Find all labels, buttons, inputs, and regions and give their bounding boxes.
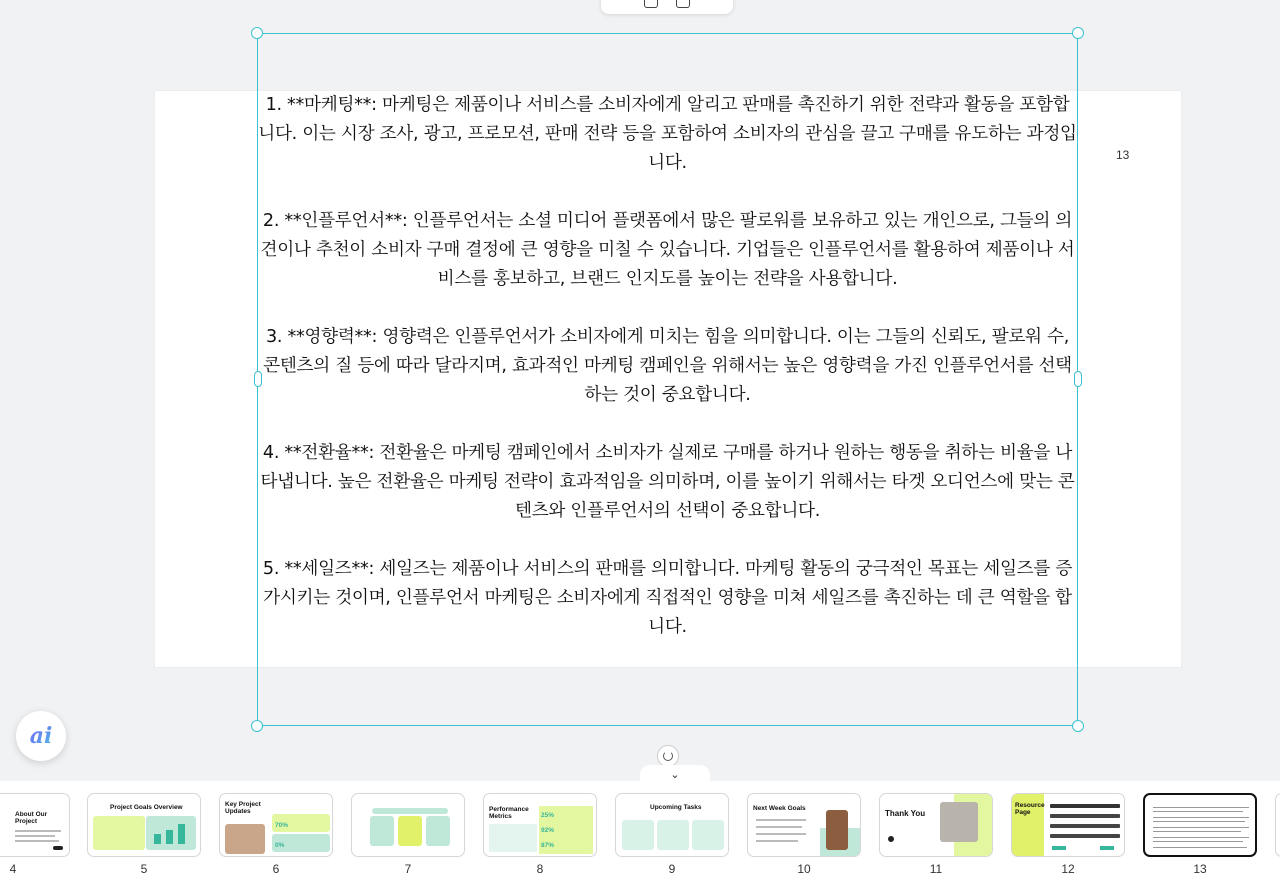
- slide-thumbnail-7[interactable]: [351, 793, 465, 857]
- slide-text-body[interactable]: [258, 91, 1077, 671]
- resize-handle-top-left[interactable]: [251, 27, 263, 39]
- thumb-number: 5: [140, 862, 148, 875]
- toolbar-icon-1[interactable]: [644, 0, 658, 8]
- slide-thumbnail-4[interactable]: [0, 793, 70, 857]
- resize-handle-top-right[interactable]: [1072, 27, 1084, 39]
- thumb-number: 8: [536, 862, 544, 875]
- resize-handle-bottom-right[interactable]: [1072, 720, 1084, 732]
- floating-toolbar[interactable]: [601, 0, 733, 14]
- paragraph-influence: 3. **영향력**: 영향력은 인플루언서가 소비자에게 미치는 힘을 의미합니다. 이는 그들의 신뢰도, 팔로워 수, 콘텐츠의 질 등에 따라 달라지며, 효과적인 마케팅 캠페인을 위해서는 높은 영향력을 가진 인플루언서를 선택하는 것이 중요합니다.: [263, 327, 1072, 405]
- resize-handle-bottom-left[interactable]: [251, 720, 263, 732]
- slide-page-number: 13: [1116, 148, 1130, 162]
- ai-assistant-button[interactable]: [16, 711, 66, 761]
- slide-thumbnail-5[interactable]: [87, 793, 201, 857]
- slide-thumbnail-10[interactable]: [747, 793, 861, 857]
- thumb-stat: 70%: [275, 822, 289, 829]
- thumb-title: Performance Metrics: [489, 806, 529, 820]
- rotate-handle[interactable]: [657, 745, 679, 767]
- thumb-title: Resource Page: [1015, 802, 1045, 816]
- slide-thumbnail-partial[interactable]: [1275, 793, 1280, 857]
- thumb-stat: 0%: [275, 842, 285, 849]
- slide-thumbnail-11[interactable]: [879, 793, 993, 857]
- toolbar-icon-2[interactable]: [676, 0, 690, 8]
- paragraph-marketing: 1. **마케팅**: 마케팅은 제품이나 서비스를 소비자에게 알리고 판매를 촉진하기 위한 전략과 활동을 포함합니다. 이는 시장 조사, 광고, 프로모션, 판매 전략 등을 포함하여 소비자의 관심을 끌고 구매를 유도하는 과정입니다.: [258, 95, 1077, 173]
- paragraph-influencer: 2. **인플루언서**: 인플루언서는 소셜 미디어 플랫폼에서 많은 팔로워를 보유하고 있는 개인으로, 그들의 의견이나 추천이 소비자 구매 결정에 큰 영향을 미칠 수 있습니다. 기업들은 인플루언서를 활용하여 제품이나 서비스를 홍보하고, 브랜드 인지도를 높이는 전략을 사용합니다.: [260, 211, 1075, 289]
- thumb-title: Upcoming Tasks: [650, 804, 702, 811]
- thumb-title: About Our Project: [15, 811, 48, 825]
- paragraph-conversion: 4. **전환율**: 전환율은 마케팅 캠페인에서 소비자가 실제로 구매를 하거나 원하는 행동을 취하는 비율을 나타냅니다. 높은 전환율은 마케팅 전략이 효과적임을 의미하며, 이를 높이기 위해서는 타겟 오디언스에 맞는 콘텐츠와 인플루언서의 선택이 중요합니다.: [260, 443, 1075, 521]
- slide-filmstrip: [0, 781, 1280, 875]
- thumb-stat: 87%: [541, 842, 555, 849]
- ai-label: ai: [29, 723, 53, 749]
- slide-thumbnail-12[interactable]: [1011, 793, 1125, 857]
- thumb-stat: 92%: [541, 827, 555, 834]
- thumb-number: 10: [797, 862, 811, 875]
- thumb-title: Key Project Updates: [225, 801, 261, 815]
- thumb-title: Thank You: [885, 809, 926, 818]
- thumb-stat: 25%: [541, 812, 555, 819]
- paragraph-sales: 5. **세일즈**: 세일즈는 제품이나 서비스의 판매를 의미합니다. 마케팅 활동의 궁극적인 목표는 세일즈를 증가시키는 것이며, 인플루언서 마케팅은 소비자에게 직접적인 영향을 미쳐 세일즈를 촉진하는 데 큰 역할을 합니다.: [262, 559, 1073, 637]
- chevron-down-icon: ⌄: [670, 767, 680, 781]
- thumb-number: 13: [1193, 862, 1207, 875]
- thumb-title: Next Week Goals: [753, 805, 806, 812]
- thumb-number: 6: [272, 862, 280, 875]
- thumb-number: 4: [9, 862, 17, 875]
- slide-thumbnail-6[interactable]: [219, 793, 333, 857]
- thumb-number: 11: [929, 862, 943, 875]
- thumb-number: 12: [1061, 862, 1075, 875]
- thumb-number: 7: [404, 862, 412, 875]
- slide-thumbnail-13[interactable]: [1143, 793, 1257, 857]
- thumb-number: 9: [668, 862, 676, 875]
- slide-thumbnail-9[interactable]: [615, 793, 729, 857]
- rotate-icon: [663, 751, 673, 761]
- slide-thumbnail-8[interactable]: [483, 793, 597, 857]
- thumb-title: Project Goals Overview: [110, 804, 183, 811]
